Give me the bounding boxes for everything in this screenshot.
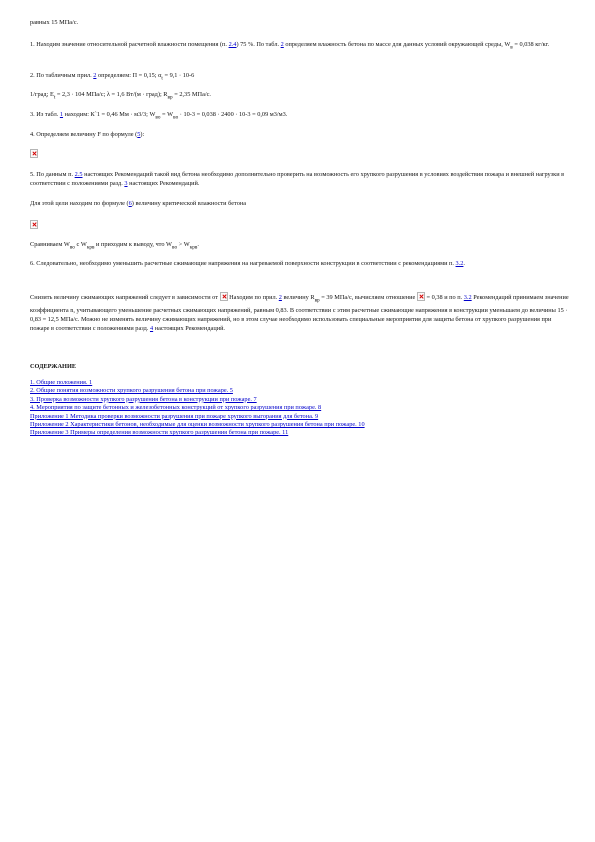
- subscript: крв: [86, 244, 95, 251]
- text-run: величину R: [281, 294, 315, 301]
- text-run: определяем влажность бетона по массе для данных условий окружающей среды, W: [283, 41, 511, 48]
- text-run: = W: [160, 111, 174, 118]
- text-run: .: [463, 260, 465, 267]
- text-run: 5. По данным п.: [30, 171, 75, 178]
- toc-link-general-concepts[interactable]: 2. Общие понятия возможности хрупкого разрушения бетона при пожаре. 5: [30, 387, 233, 395]
- step-3-paragraph: [30, 110, 572, 123]
- toc-link-general-provisions[interactable]: 1. Общие положения. 1: [30, 379, 93, 386]
- text-run: 2. По табличным прил.: [30, 72, 94, 79]
- step-1-paragraph: [30, 40, 572, 53]
- subscript: во: [173, 114, 179, 121]
- step-4-paragraph: [30, 130, 572, 139]
- step-5-paragraph: [30, 170, 572, 189]
- text-run: · 10-3 = 0,038 · 2400 · 10-3 = 0,09 м3/м3.: [178, 111, 288, 118]
- text-run: = 2,3 · 104 МПа/с; λ = 1,6 Вт/(м · град); R: [55, 91, 168, 98]
- text-run: ) 75 %. По табл.: [236, 41, 281, 48]
- broken-image-icon: [30, 149, 38, 158]
- toc-link-appendix-2[interactable]: Приложение 2 Характеристики бетонов, необходимые для оценки возможности хрупкого разрушения бетона при пожаре. 10: [30, 421, 365, 429]
- subscript: во: [69, 244, 75, 251]
- text-run: = 0,38 и по п.: [424, 294, 464, 301]
- link-appendix-2[interactable]: 2: [278, 294, 282, 301]
- text-run: Рекомендаций принимаем значение коэффициента n, учитывающего уменьшение расчетных сжимающих напряжений, равным 0,83. В соответствии с этим расчетные сжимающие напряжения в конструкции уменьшаем до величины 15 · 0,83 = 12,5 МПа/с. Можно не изменять величину сжимающих напряжений, но в этом случае необходимо использовать специальные мероприятия для защиты бетона от хрупкого разрушения при пожаре в соответствии с положениями разд.: [30, 294, 569, 333]
- comparison-paragraph: [30, 240, 572, 253]
- link-formula-5[interactable]: 5: [137, 131, 141, 138]
- text-run: и приходим к выводу, что W: [94, 241, 172, 248]
- subscript: в: [510, 44, 513, 51]
- text-run: 1/град; Е: [30, 91, 54, 98]
- subscript: вр: [314, 297, 320, 304]
- text-paragraph: равных 15 МПа/с.: [30, 19, 79, 26]
- text-run: с W: [74, 241, 87, 248]
- toc-heading: СОДЕРЖАНИЕ: [30, 363, 77, 370]
- text-run: = 39 МПа/с, вычисляем отношение: [319, 294, 417, 301]
- link-section-3[interactable]: 3: [124, 180, 128, 188]
- table-of-contents: [30, 379, 572, 438]
- step-2-paragraph: [30, 71, 572, 84]
- subscript: t: [161, 75, 163, 82]
- broken-image-icon: [417, 292, 425, 301]
- step-6-paragraph: [30, 259, 572, 268]
- broken-image-icon: [30, 220, 38, 229]
- link-table-2[interactable]: 2: [280, 41, 284, 48]
- text-run: = 0,038 кг/кг.: [512, 41, 550, 48]
- text-run: Для этой цели находим по формуле (: [30, 200, 129, 207]
- critical-moisture-paragraph: [30, 199, 572, 208]
- text-run: .: [197, 241, 199, 248]
- link-section-3-2[interactable]: 3.2: [463, 294, 472, 301]
- text-run: ):: [140, 131, 145, 138]
- text-run: настоящих Рекомендаций такой вид бетона необходимо дополнительно проверить на возможность его хрупкого разрушения в условиях воздействия пожара и внешней нагрузки в соответствии с положениями разд.: [30, 171, 565, 188]
- broken-image-icon: [220, 292, 228, 301]
- link-appendix-2[interactable]: 2: [93, 72, 97, 79]
- text-run: настоящих Рекомендаций.: [153, 325, 226, 333]
- step-2-continued: [30, 90, 572, 103]
- text-run: 6. Следовательно, необходимо уменьшить расчетные сжимающие напряжения на нагреваемой поверхности конструкции в соответствии с рекомендациями п.: [30, 260, 456, 267]
- toc-link-appendix-3[interactable]: Приложение 3 Примеры определения возможности хрупкого разрушения бетона при пожаре. 11: [30, 429, 289, 437]
- text-run: 3. Из табл.: [30, 111, 60, 118]
- text-run: 4. Определяем величину F по формуле (: [30, 131, 138, 138]
- text-run: = 9,1 · 10-6: [162, 72, 195, 79]
- toc-link-appendix-1[interactable]: Приложение 1 Методика проверки возможности разрушения при пожаре хрупкого выгорания для бетона. 9: [30, 412, 319, 420]
- text-run: Сравниваем W: [30, 241, 70, 248]
- subscript: во: [172, 244, 178, 251]
- subscript: вр: [167, 94, 173, 101]
- text-run: находим: К`1 = 0,46 Мм · м3/3; W: [63, 111, 156, 118]
- link-table-1[interactable]: 1: [59, 111, 64, 118]
- text-run: > W: [177, 241, 190, 248]
- text-run: Снизить величину сжимающих напряжений следует в зависимости от: [30, 294, 220, 301]
- link-section-2-4[interactable]: 2.4: [228, 41, 237, 48]
- subscript: во: [155, 114, 161, 121]
- link-formula-6[interactable]: 6: [128, 200, 132, 207]
- text-run: определяем: П = 0,15; α: [96, 72, 162, 79]
- text-run: 1. Находим значение относительной расчетной влажности помещения (п.: [30, 41, 229, 48]
- link-section-4[interactable]: 4: [149, 325, 154, 333]
- text-run: ) величину критической влажности бетона: [131, 200, 247, 207]
- text-run: настоящих Рекомендаций.: [127, 180, 200, 188]
- stress-reduction-paragraph: [30, 292, 572, 333]
- link-section-3-2[interactable]: 3.2: [455, 260, 464, 267]
- toc-link-protection-measures[interactable]: 4. Мероприятия по защите бетонных и железобетонных конструкций от хрупкого разрушения при пожаре. 8: [30, 404, 322, 412]
- text-run: Находим по прил.: [227, 294, 279, 301]
- text-run: = 2,35 МПа/с.: [172, 91, 211, 98]
- subscript: t: [53, 94, 56, 101]
- subscript: крв: [189, 244, 198, 251]
- link-section-2-5[interactable]: 2.5: [74, 171, 83, 178]
- toc-link-verification[interactable]: 3. Проверка возможности хрупкого разрушения бетона в конструкции при пожаре. 7: [30, 395, 257, 403]
